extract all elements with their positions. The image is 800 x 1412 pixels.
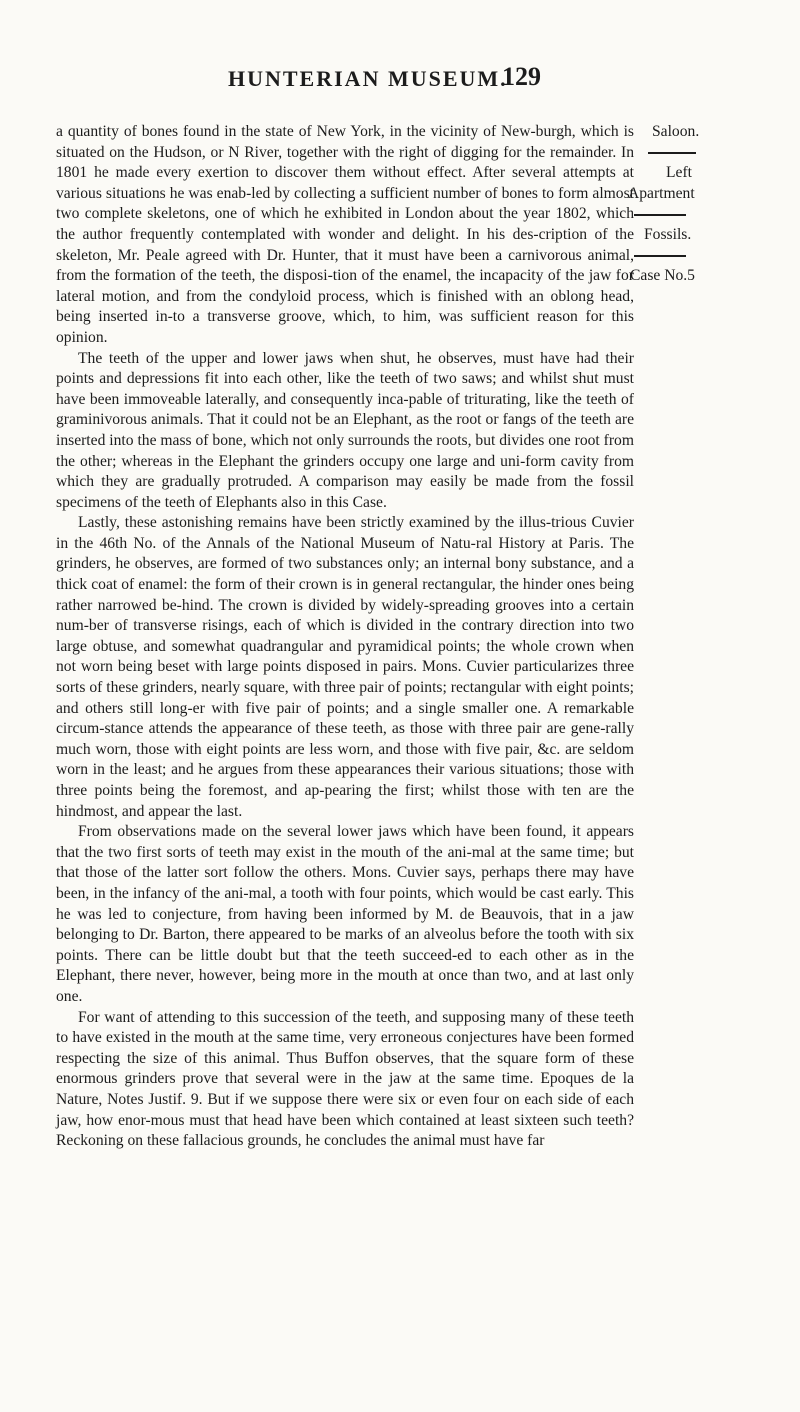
paragraph-4: From observations made on the several lower jaws which have been found, it appears that the two first sorts of teeth may exist in the mouth of the ani-mal at the same time; but that those of the latter sort follow the others. Mons. Cuvier says, perhaps there may have been, in the infancy of the ani-mal, a tooth with four points, which would be cast early. This he was led to conjecture, from having been informed by M. de Beauvois, that in a jaw belonging to Dr. Barton, there appeared to be marks of an alveolus before the tooth with six points. There can be little doubt but that the teeth succeed-ed to each other as in the Elephant, there never, however, being more in the mouth at once than two, and at last only one.	[56, 823, 634, 1005]
paragraph-3: Lastly, these astonishing remains have been strictly examined by the illus-trious Cuvier in the 46th No. of the Annals of the National Museum of Natu-ral History at Paris. The grinders, he observes, are formed of two substances only; an internal bony substance, and a thick coat of enamel: the form of their crown is in general rectangular, the hinder ones being rather narrowed be-hind. The crown is divided by widely-spreading grooves into a certain num-ber of transverse risings, each of which is divided in the contrary direction into two large obtuse, and somewhat quadrangular and pyramidical points; the whole crown when not worn being beset with large points disposed in pairs. Mons. Cuvier particularizes three sorts of these grinders, nearly square, with three pair of points; rectangular with eight points; and others still long-er with five pair of points; and a single smaller one. A remarkable circum-stance attends the appearance of these teeth, as those with three pair are gene-rally much worn, those with eight points are less worn, and those with five pair, &c. are seldom worn in the least; and he argues from these appearances their various situations; those with three points being the foremost, and ap-pearing the first; whilst those with ten are the hindmost, and appear the last.	[56, 514, 634, 820]
paragraph-2: The teeth of the upper and lower jaws when shut, he observes, must have had their points and depressions fit into each other, like the teeth of two saws; and whilst shut must have been immoveable laterally, and consequently inca-pable of triturating, like the teeth of graminivorous animals. That it could not be an Elephant, as the root or fangs of the teeth are inserted into the mass of bone, which not only surrounds the roots, but divides one root from the other; whereas in the Elephant the grinders occupy one large and uni-form cavity from which they are gradually protruded. A comparison may easily be made from the fossil specimens of the teeth of Elephants also in this Case.	[56, 349, 634, 511]
margin-note-location: Left	[666, 164, 692, 181]
page-header	[0, 62, 800, 102]
paragraph-5: For want of attending to this succession of the teeth, and supposing many of these teeth to have existed in the mouth at the same time, very erroneous conjectures have been formed respecting the size of this animal. Thus Buffon observes, that the square form of these enormous grinders prove that several were in the jaw at the same time. Epoques de la Nature, Notes Justif. 9. But if we suppose there were six or even four on each side of each jaw, how enor-mous must that head have been which contained at least sixteen such teeth? Reckoning on these fallacious grounds, he concludes the animal must have far	[56, 1008, 634, 1150]
margin-note-case: Case No.5	[630, 267, 695, 284]
margin-note-room: Saloon.	[652, 123, 700, 140]
margin-rule	[634, 255, 686, 257]
margin-note-category: Fossils.	[644, 226, 692, 243]
margin-rule	[634, 214, 686, 216]
paragraph-1: a quantity of bones found in the state of New York, in the vicinity of New-burgh, which is situated on the Hudson, or N River, together with the right of digging for the remainder. In 1801 he made every exertion to discover them without effect. After several attempts at various situations he was enab-led by collecting a sufficient number of bones to form almost two complete skeletons, one of which he exhibited in London about the year 1802, which the author frequently contemplated with wonder and delight. In his des-cription of the skeleton, Mr. Peale agreed with Dr. Hunter, that it must have been a carnivorous animal, from the formation of the teeth, the disposi-tion of the enamel, the incapacity of the jaw for lateral motion, and from the condyloid process, which is finished with an oblong head, being inserted in-to a transverse groove, which, to him, was sufficient reason for this opinion.	[56, 123, 634, 346]
body-text	[56, 122, 634, 1152]
margin-rule	[648, 152, 696, 154]
running-head: HUNTERIAN MUSEUM.	[228, 66, 508, 91]
margin-note-position: Apartment	[628, 185, 695, 202]
page-number: 129	[502, 62, 541, 91]
